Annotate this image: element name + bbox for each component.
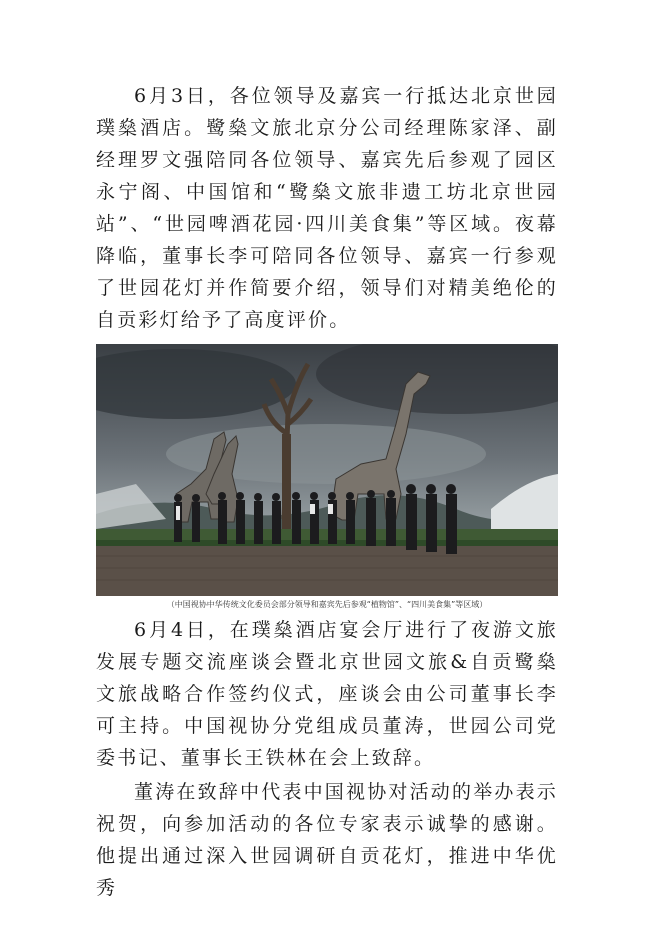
- paragraph-june4: 6月4日，在璞燊酒店宴会厅进行了夜游文旅发展专题交流座谈会暨北京世园文旅&自贡鹭燊文旅战略合作签约仪式，座谈会由公司董事长李可主持。中国视协分党组成员董涛，世园公司党委书记、董事长王铁林在会上致辞。: [96, 619, 558, 769]
- paragraph-june3: 6月3日，各位领导及嘉宾一行抵达北京世园璞燊酒店。鹭燊文旅北京分公司经理陈家泽、副经理罗文强陪同各位领导、嘉宾先后参观了园区永宁阁、中国馆和“鹭燊文旅非遗工坊北京世园站”、“世园啤酒花园·四川美食集”等区域。夜幕降临，董事长李可陪同各位领导、嘉宾一行参观了世园花灯并作简要介绍，领导们对精美绝伦的自贡彩灯给予了高度评价。: [96, 85, 558, 331]
- photo-caption: （中国视协中华传统文化委员会部分领导和嘉宾先后参观“植物馆”、“四川美食集”等区域）: [166, 600, 488, 609]
- paragraph-speech: 董涛在致辞中代表中国视协对活动的举办表示祝贺，向参加活动的各位专家表示诚挚的感谢。他提出通过深入世园调研自贡花灯，推进中华优秀: [96, 781, 559, 899]
- group-photo: [96, 344, 558, 596]
- document-page: [96, 80, 558, 904]
